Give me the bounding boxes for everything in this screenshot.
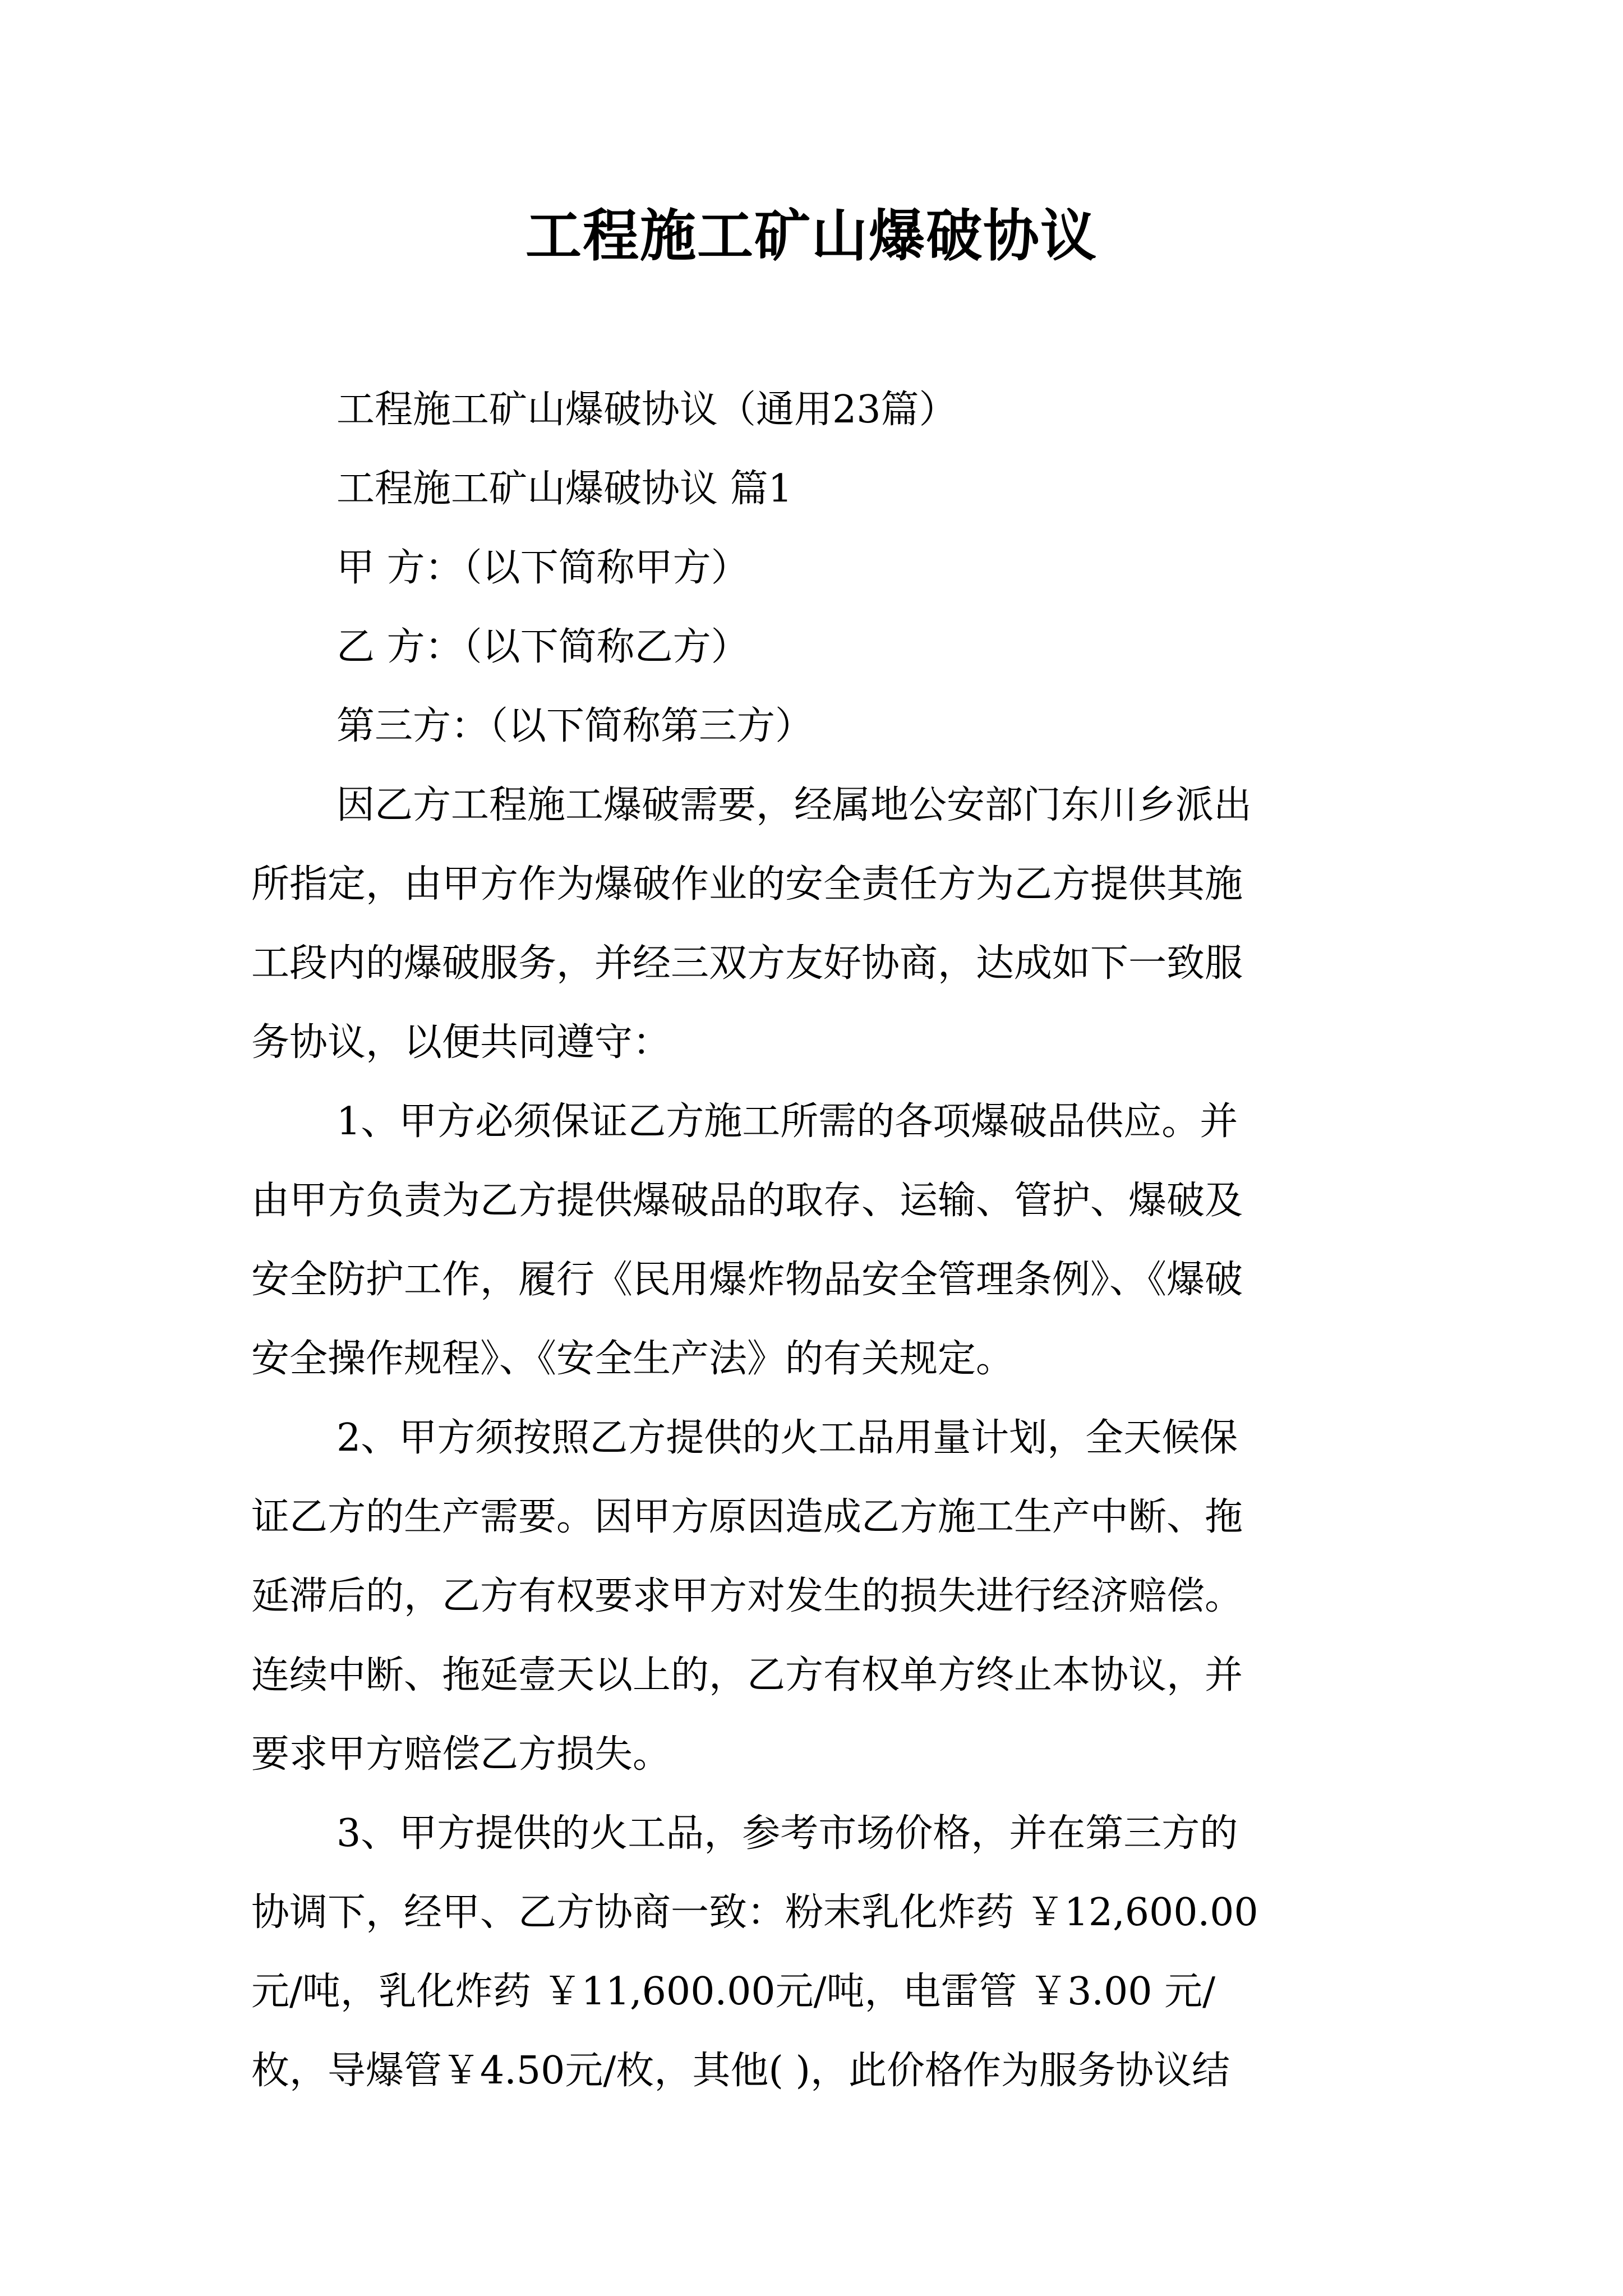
party-a-line: 甲 方：（以下简称甲方） <box>336 546 749 590</box>
clause-3-line: 元/吨，乳化炸药 ￥11,600.00元/吨，电雷管 ￥3.00 元/ <box>251 1970 1216 2014</box>
clause-3-line: 枚，导爆管￥4.50元/枚，其他( )，此价格作为服务协议结 <box>251 2049 1230 2093</box>
clause-3-line: 协调下，经甲、乙方协商一致：粉末乳化炸药 ￥12,600.00 <box>251 1890 1258 1935</box>
paragraph-line: 工段内的爆破服务，并经三双方友好协商，达成如下一致服 <box>251 941 1243 986</box>
paragraph-line: 因乙方工程施工爆破需要，经属地公安部门东川乡派出 <box>336 783 1252 827</box>
party-b-line: 乙 方：（以下简称乙方） <box>336 625 749 669</box>
clause-2-line: 证乙方的生产需要。因甲方原因造成乙方施工生产中断、拖 <box>251 1495 1243 1539</box>
clause-2-line: 连续中断、拖延壹天以上的，乙方有权单方终止本协议，并 <box>251 1653 1243 1697</box>
clause-1-line: 1、甲方必须保证乙方施工所需的各项爆破品供应。并 <box>336 1099 1238 1144</box>
clause-1-line: 由甲方负责为乙方提供爆破品的取存、运输、管护、爆破及 <box>251 1179 1243 1223</box>
paragraph-line: 务协议，以便共同遵守： <box>251 1020 671 1065</box>
document-body <box>251 370 1383 2110</box>
clause-3-line: 3、甲方提供的火工品，参考市场价格，并在第三方的 <box>336 1811 1238 1856</box>
clause-2-line: 2、甲方须按照乙方提供的火工品用量计划，全天候保 <box>336 1416 1238 1460</box>
clause-1-line: 安全防护工作，履行《民用爆炸物品安全管理条例》、《爆破 <box>251 1258 1243 1302</box>
subtitle-line: 工程施工矿山爆破协议（通用23篇） <box>336 388 957 432</box>
clause-2-line: 延滞后的，乙方有权要求甲方对发生的损失进行经济赔偿。 <box>251 1574 1243 1618</box>
paragraph-line: 所指定，由甲方作为爆破作业的安全责任方为乙方提供其施 <box>251 862 1243 907</box>
section-heading: 工程施工矿山爆破协议 篇1 <box>336 467 792 511</box>
third-party-line: 第三方：（以下简称第三方） <box>336 704 814 748</box>
clause-2-line: 要求甲方赔偿乙方损失。 <box>251 1732 671 1777</box>
document-title: 工程施工矿山爆破协议 <box>525 203 1098 269</box>
clause-1-line: 安全操作规程》、《安全生产法》的有关规定。 <box>251 1337 1015 1381</box>
